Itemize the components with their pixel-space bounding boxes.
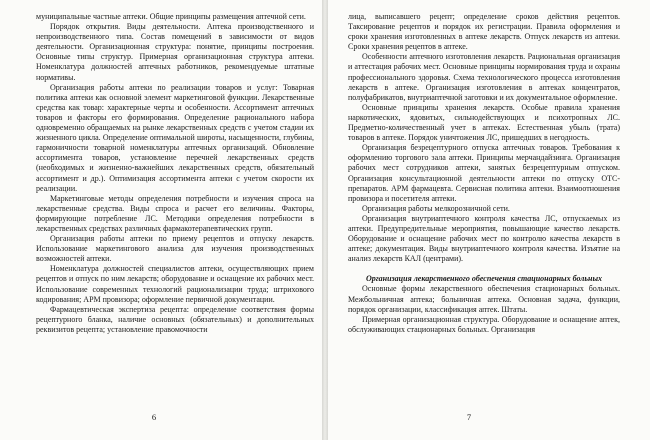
paragraph: Фармацевтическая экспертиза рецепта: определение соответствия формы рецептурного бланка, наличие основных (обязательных) и дополнительных реквизитов рецепта; установление правомочности [36, 304, 314, 334]
paragraph: Порядок открытия. Виды деятельности. Аптека производственного и непроизводственного типа. Состав помещений в зависимости от видов деятельности. Организационная структура: понятие, принципы построения. Основные типы структур. Примерная организационная структура аптеки. Номенклатура должностей аптечных работников, рекомендуемые штатные нормативы. [36, 22, 314, 82]
paragraph: Основные принципы хранения лекарств. Особые правила хранения наркотических, ядовитых, сильнодействующих и психотропных ЛС. Предметно-количественный учет в аптеках. Естественная убыль (трата) товаров в аптеке. Порядок уничтожения ЛС, пришедших в негодность. [348, 102, 620, 143]
paragraph: Особенности аптечного изготовления лекарств. Рациональная организация и аттестация рабочих мест. Основные принципы нормирования труда и охраны профессионального здоровья. Схема технологического процесса изготовления лекарств в аптеке. Организация изготовления в аптеках концентратов, полуфабрикатов, внутриаптечной заготовки и их документальное оформление. [348, 52, 620, 102]
paragraph: Организация работы аптеки по приему рецептов и отпуску лекарств. Использование маркетингового анализа для изучения производственных возможностей аптеки. [36, 234, 314, 264]
paragraph: лица, выписавшего рецепт; определение сроков действия рецептов. Таксирование рецептов и порядок их регистрации. Правила оформления и сроки хранения изготовленных в аптеке лекарств. Отпуск лекарств из аптеки. Сроки хранения рецептов в аптеке. [348, 12, 620, 52]
left-page-text [36, 12, 314, 396]
paragraph: Организация работы мелкорозничной сети. [362, 203, 510, 213]
paragraph: Организация внутриаптечного контроля качества ЛС, отпускаемых из аптеки. Предупредительные мероприятия, повышающие качество лекарств. Оборудование и оснащение рабочих мест по контролю качества лекарств в аптеке; документация. Виды внутриаптечного контроля качества. Изъятие на анализ лекарств КАЛ (центрами). [348, 213, 620, 264]
section-heading: Организация лекарственного обеспечения стационарных больных [365, 274, 603, 284]
paragraph: Номенклатура должностей специалистов аптеки, осуществляющих прием рецептов и отпуск по ним лекарств; оборудование и оснащение их рабочих мест. Использование современных технологий рационализации труда; штрихового кодирования; АРМ провизора; оформление первичной документации. [36, 264, 314, 304]
paragraph: Примерная организационная структура. Оборудование и оснащение аптек, обслуживающих стационарных больных. Организация [348, 314, 620, 334]
page-number: 6 [151, 412, 157, 422]
paragraph: Основные формы лекарственного обеспечения стационарных больных. Межбольничная аптека; больничная аптека. Основная задача, функции, порядок организации, классификация аптек. Штаты. [348, 284, 620, 314]
paragraph: Организация безрецептурного отпуска аптечных товаров. Требования к оформлению торгового зала аптеки. Принципы мерчандайзинга. Организация рабочих мест сотрудников аптеки, занятых безрецептурным отпуском. Организация консультационной деятельности аптеки по отпуску ОТС-препаратов. АРМ фармацевта. Сервисная политика аптеки. Взаимоотношения провизора и посетителя аптеки. [348, 143, 620, 203]
left-page [0, 0, 322, 440]
right-page [328, 0, 650, 440]
paragraph: Организация работы аптеки по реализации товаров и услуг: Товарная политика аптеки как основной элемент маркетинговой функции. Лекарственные средства как товар: характерные черты и особенности. Ассортимент аптечных товаров и факторы его формирования. Определение рационального набора одновременно обращаемых на рынке лекарственных средств с учетом стадии их жизненного цикла. Определение оптимальной широты, насыщенности, глубины, гармоничности товарной номенклатуры аптечных организаций. Обновление ассортимента товаров, установление перечней лекарственных средств (необходимых и жизненно-важнейших лекарственных средств, обязательный ассортимент и др.). Оптимизация ассортимента аптеки с учетом скорости их реализации. [36, 82, 314, 193]
page-number: 7 [466, 412, 472, 422]
right-page-text [348, 12, 620, 396]
paragraph: Маркетинговые методы определения потребности и изучения спроса на лекарственные средства. Виды спроса и расчет его величины. Факторы, формирующие потребление ЛС. Методики определения потребности в лекарственных средствах различных фармакотерапевтических групп. [36, 193, 314, 233]
paragraph: муниципальные частные аптеки. Общие принципы размещения аптечной сети. [36, 12, 306, 21]
